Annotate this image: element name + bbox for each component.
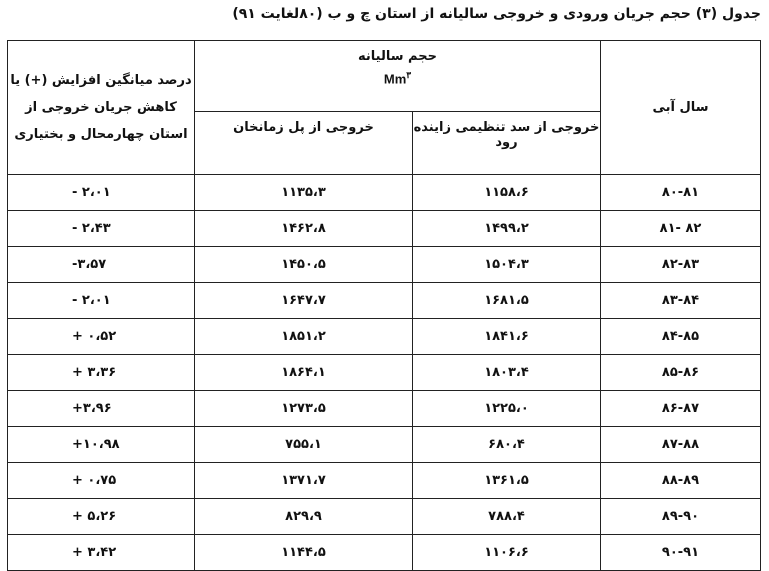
cell-outflow-dam: ۱۶۸۱،۵ [413,283,601,319]
header-volume-unit [195,70,600,86]
cell-pct-change: + ۳،۴۲ [8,535,195,571]
table-row [8,175,761,211]
cell-water-year: ۸۷-۸۸ [601,427,761,463]
cell-pct-change: +۳،۹۶ [8,391,195,427]
cell-pct-change: + ۵،۲۶ [8,499,195,535]
cell-outflow-bridge: ۱۴۶۲،۸ [195,211,413,247]
header-water-year: سال آبی [601,41,761,175]
table-row [8,319,761,355]
cell-outflow-bridge: ۷۵۵،۱ [195,427,413,463]
cell-outflow-bridge: ۱۳۷۱،۷ [195,463,413,499]
cell-outflow-bridge: ۱۸۶۴،۱ [195,355,413,391]
cell-pct-change: - ۲،۰۱ [8,283,195,319]
cell-outflow-bridge: ۱۶۴۷،۷ [195,283,413,319]
cell-outflow-dam: ۷۸۸،۴ [413,499,601,535]
cell-outflow-bridge: ۱۱۴۴،۵ [195,535,413,571]
cell-outflow-dam: ۱۱۵۸،۶ [413,175,601,211]
unit-text: Mm [383,71,407,87]
table-row [8,283,761,319]
unit-exponent: ۳ [406,70,412,80]
cell-outflow-bridge: ۸۲۹،۹ [195,499,413,535]
table-row [8,247,761,283]
cell-outflow-dam: ۱۴۹۹،۲ [413,211,601,247]
cell-water-year: ۸۲-۸۳ [601,247,761,283]
cell-pct-change: + ۰،۵۲ [8,319,195,355]
header-annual-volume [195,41,601,112]
cell-water-year: ۸۶-۸۷ [601,391,761,427]
table-row [8,535,761,571]
header-outflow-bridge: خروجی از پل زمانخان [195,112,413,175]
cell-pct-change: + ۳،۳۶ [8,355,195,391]
cell-pct-change: +۱۰،۹۸ [8,427,195,463]
table-row [8,463,761,499]
cell-water-year: ۸۰-۸۱ [601,175,761,211]
table-row [8,499,761,535]
header-pct-change: درصد میانگین افزایش (+) یا کاهش جریان خروجی از استان چهارمحال و بختیاری [8,41,195,175]
cell-outflow-dam: ۱۱۰۶،۶ [413,535,601,571]
cell-outflow-dam: ۱۲۲۵،۰ [413,391,601,427]
cell-outflow-bridge: ۱۴۵۰،۵ [195,247,413,283]
cell-water-year: ۸۴-۸۵ [601,319,761,355]
table-row [8,355,761,391]
header-annual-volume-title: حجم سالیانه [358,49,437,64]
table-row [8,211,761,247]
cell-pct-change: - ۲،۴۳ [8,211,195,247]
cell-outflow-bridge: ۱۸۵۱،۲ [195,319,413,355]
table-row [8,391,761,427]
cell-outflow-dam: ۱۳۶۱،۵ [413,463,601,499]
cell-water-year: ۸۸-۸۹ [601,463,761,499]
cell-outflow-dam: ۱۸۰۳،۴ [413,355,601,391]
cell-pct-change: + ۰،۷۵ [8,463,195,499]
cell-outflow-bridge: ۱۲۷۳،۵ [195,391,413,427]
cell-outflow-dam: ۱۵۰۴،۳ [413,247,601,283]
cell-outflow-dam: ۱۸۴۱،۶ [413,319,601,355]
table-row [8,427,761,463]
header-row-top [8,41,761,112]
cell-water-year: ۸۹-۹۰ [601,499,761,535]
cell-outflow-bridge: ۱۱۳۵،۳ [195,175,413,211]
cell-water-year: ۹۰-۹۱ [601,535,761,571]
cell-water-year: ۸۱- ۸۲ [601,211,761,247]
header-outflow-dam: خروجی از سد تنظیمی زاینده رود [413,112,601,175]
cell-water-year: ۸۳-۸۴ [601,283,761,319]
table-caption: جدول (۳) حجم جریان ورودی و خروجی سالیانه از استان چ و ب (۸۰لغایت ۹۱) [232,6,761,22]
cell-pct-change: - ۲،۰۱ [8,175,195,211]
cell-pct-change: -۳،۵۷ [8,247,195,283]
flow-volume-table [7,40,761,571]
cell-outflow-dam: ۶۸۰،۴ [413,427,601,463]
cell-water-year: ۸۵-۸۶ [601,355,761,391]
